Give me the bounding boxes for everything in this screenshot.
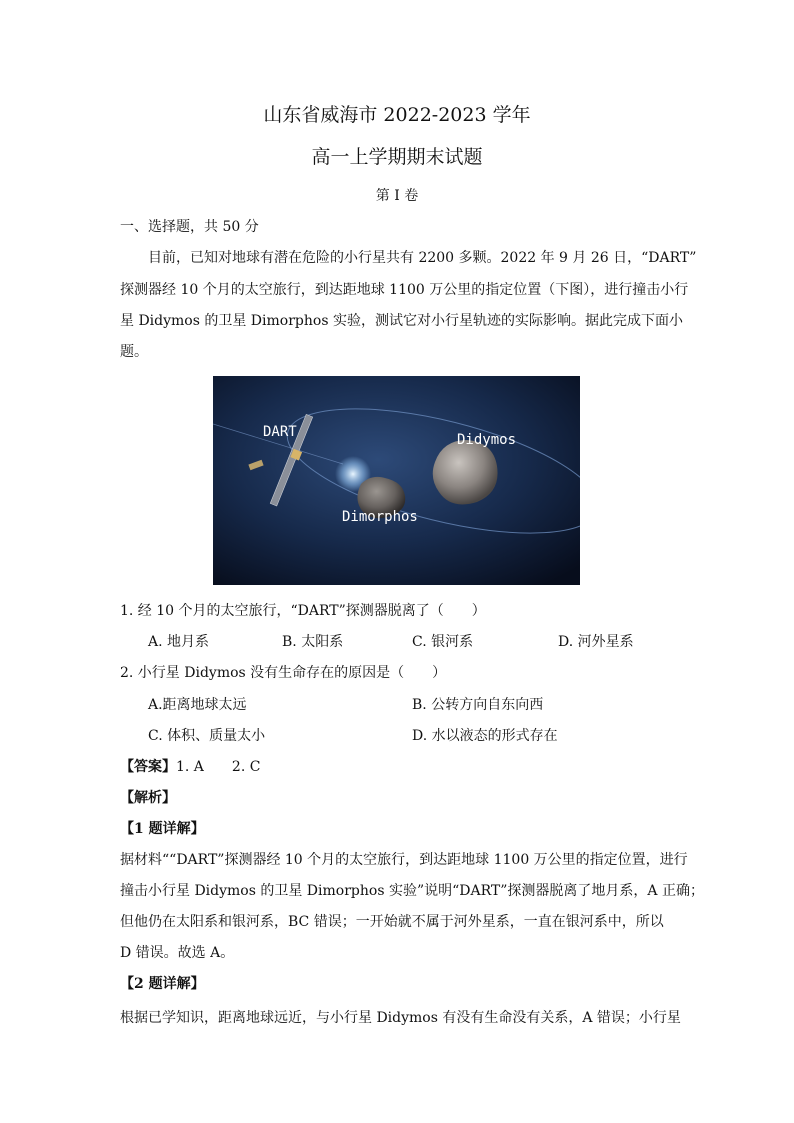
question-stem: 2. 小行星 Didymos 没有生命存在的原因是（ ） (120, 665, 447, 681)
didymos-asteroid-icon (433, 440, 498, 504)
answer-line (120, 758, 260, 776)
detail-2-label: 【2 题详解】 (120, 976, 205, 992)
option-c: C. 银河系 (412, 634, 474, 650)
option-a: A. 地月系 (148, 634, 210, 650)
answer-label: 【答案】 (120, 759, 176, 775)
detail-1-line: 据材料““DART”探测器经 10 个月的太空旅行，到达距地球 1100 万公里的指定位置，进行 (120, 852, 688, 868)
figure-label-dimorphos: Dimorphos (342, 509, 418, 525)
answer-text: 1. A 2. C (176, 759, 261, 775)
space-background (213, 376, 580, 585)
passage-line: 目前，已知对地球有潜在危险的小行星共有 2200 多颗。2022 年 9 月 26 日，“DART” (148, 250, 697, 266)
option-c: C. 体积、质量太小 (148, 728, 266, 744)
option-b: B. 太阳系 (282, 634, 344, 650)
passage-line: 题。 (120, 344, 148, 360)
detail-1-label: 【1 题详解】 (120, 821, 205, 837)
question-stem: 1. 经 10 个月的太空旅行，“DART”探测器脱离了（ ） (120, 603, 486, 619)
detail-1-line: D 错误。故选 A。 (120, 945, 235, 961)
figure-label-didymos: Didymos (457, 432, 517, 448)
figure-label-dart: DART (263, 424, 297, 440)
document-title: 山东省威海市 2022-2023 学年 (263, 104, 531, 126)
option-d: D. 水以液态的形式存在 (412, 728, 558, 744)
document-subtitle: 高一上学期期末试题 (311, 146, 483, 168)
dart-mission-figure (213, 376, 580, 585)
passage-line: 星 Didymos 的卫星 Dimorphos 实验，测试它对小行星轨迹的实际影响。据此完成下面小 (120, 313, 683, 329)
detail-1-line: 撞击小行星 Didymos 的卫星 Dimorphos 实验”说明“DART”探测器脱离了地月系，A 正确； (120, 883, 704, 899)
option-b: B. 公转方向自东向西 (412, 697, 544, 713)
option-a: A.距离地球太远 (148, 697, 247, 713)
option-d: D. 河外星系 (558, 634, 634, 650)
volume-label: 第 I 卷 (375, 188, 419, 204)
detail-1-line: 但他仍在太阳系和银河系，BC 错误；一开始就不属于河外星系，一直在银河系中，所以 (120, 914, 664, 930)
passage-line: 探测器经 10 个月的太空旅行，到达距地球 1100 万公里的指定位置（下图），进行撞击小行 (120, 282, 689, 298)
section-heading: 一、选择题，共 50 分 (120, 219, 259, 235)
analysis-label: 【解析】 (120, 790, 176, 806)
detail-2-line: 根据已学知识，距离地球远近，与小行星 Didymos 有没有生命没有关系，A 错误；小行星 (120, 1010, 681, 1026)
